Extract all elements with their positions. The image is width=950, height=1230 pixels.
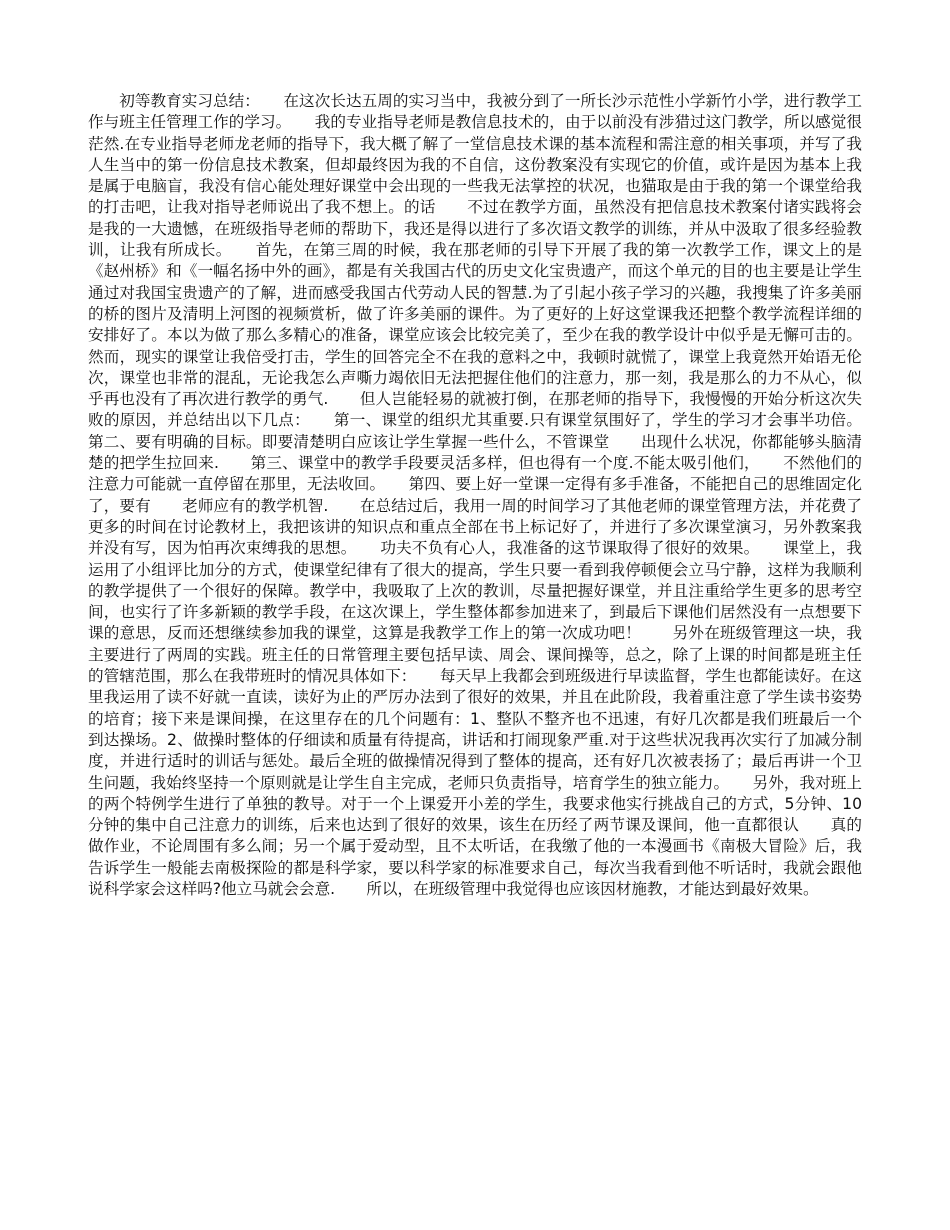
- body-paragraph: 初等教育实习总结： 在这次长达五周的实习当中，我被分到了一所长沙示范性小学新竹小学，进行教学工作与班主任管理工作的学习。 我的专业指导老师是教信息技术的，由于以前没有涉猎过这门教学，所以感觉很茫然.在专业指导老师龙老师的指导下，我大概了解了一堂信息技术课的基本流程和需注意的相关事项，并写了我人生当中的第一份信息技术教案，但却最终因为我的不自信，这份教案没有实现它的价值，或许是因为基本上我是属于电脑盲，我没有信心能处理好课堂中会出现的一些我无法掌控的状况，也猫取是由于我的第一个课堂给我的打击吧，让我对指导老师说出了我不想上。的话 不过在教学方面，虽然没有把信息技术教案付诸实践将会是我的一大遗憾，在班级指导老师的帮助下，我还是得以进行了多次语文教学的训练，并从中汲取了很多经验教训，让我有所成长。 首先，在第三周的时候，我在那老师的引导下开展了我的第一次教学工作，课文上的是《赵州桥》和《一幅名扬中外的画》，都是有关我国古代的历史文化宝贵遗产，而这个单元的目的也主要是让学生通过对我国宝贵遗产的了解，进而感受我国古代劳动人民的智慧.为了引起小孩子学习的兴趣，我搜集了许多美丽的桥的图片及清明上河图的视频赏析，做了许多美丽的课件。为了更好的上好这堂课我还把整个教学流程详细的安排好了。本以为做了那么多精心的准备，课堂应该会比较完美了，至少在我的教学设计中似乎是无懈可击的。然而，现实的课堂让我倍受打击，学生的回答完全不在我的意料之中，我顿时就慌了，课堂上我竟然开始语无伦次，课堂也非常的混乱，无论我怎么声嘶力竭依旧无法把握住他们的注意力，那一刻，我是那么的力不从心，似乎再也没有了再次进行教学的勇气. 但人岂能轻易的就被打倒，在那老师的指导下，我慢慢的开始分析这次失败的原因，并总结出以下几点： 第一、课堂的组织尤其重要.只有课堂氛围好了，学生的学习才会事半功倍。第二、要有明确的目标。即要清楚明白应该让学生掌握一些什么，不管课堂 出现什么状况，你都能够头脑清楚的把学生拉回来. 第三、课堂中的教学手段要灵活多样，但也得有一个度.不能太吸引他们， 不然他们的注意力可能就一直停留在那里，无法收回。 第四、要上好一堂课一定得有多手准备，不能把自己的思维固定化了，要有 老师应有的教学机智. 在总结过后，我用一周的时间学习了其他老师的课堂管理方法，并花费了更多的时间在讨论教材上，我把该讲的知识点和重点全部在书上标记好了，并进行了多次课堂演习，另外教案我并没有写，因为怕再次束缚我的思想。 功夫不负有心人，我准备的这节课取得了很好的效果。 课堂上，我运用了小组评比加分的方式，使课堂纪律有了很大的提高，学生只要一看到我停顿便会立马宁静，这样为我顺利的教学提供了一个很好的保障。教学中，我吸取了上次的教训，尽量把握好课堂，并且注重给学生更多的思考空间，也实行了许多新颖的教学手段，在这次课上，学生整体都参加进来了，到最后下课他们居然没有一点想要下课的意思，反而还想继续参加我的课堂，这算是我教学工作上的第一次成功吧！ 另外在班级管理这一块，我主要进行了两周的实践。班主任的日常管理主要包括早读、周会、课间操等，总之，除了上课的时间都是班主任的管辖范围，那么在我带班时的情况具体如下： 每天早上我都会到班级进行早读监督，学生也都能读好。在这里我运用了读不好就一直读，读好为止的严厉办法到了很好的效果，并且在此阶段，我着重注意了学生读书姿势的培育；接下来是课间操，在这里存在的几个问题有：1、整队不整齐也不迅速，有好几次都是我们班最后一个到达操场。2、做操时整体的仔细读和质量有待提高，讲话和打闹现象严重.对于这些状况我再次实行了加减分制度，并进行适时的训话与惩处。最后全班的做操情况得到了整体的提高，还有好几次被表扬了；最后再讲一个卫生问题，我始终坚持一个原则就是让学生自主完成，老师只负责指导，培育学生的独立能力。 另外，我对班上的两个特例学生进行了单独的教导。对于一个上课爱开小差的学生，我要求他实行挑战自己的方式，5分钟、10分钟的集中自己注意力的训练，后来也达到了很好的效果，该生在历经了两节课及课间，他一直都很认 真的做作业，不论周围有多么闹；另一个属于爱动型，且不太听话，在我缴了他的一本漫画书《南极大冒险》后，我告诉学生一般能去南极探险的都是科学家，要以科学家的标准要求自己，每次当我看到他不听话时，我就会跟他说科学家会这样吗?他立马就会会意. 所以，在班级管理中我觉得也应该因材施教，才能达到最好效果。: [88, 92, 862, 898]
- document-page: [88, 91, 862, 900]
